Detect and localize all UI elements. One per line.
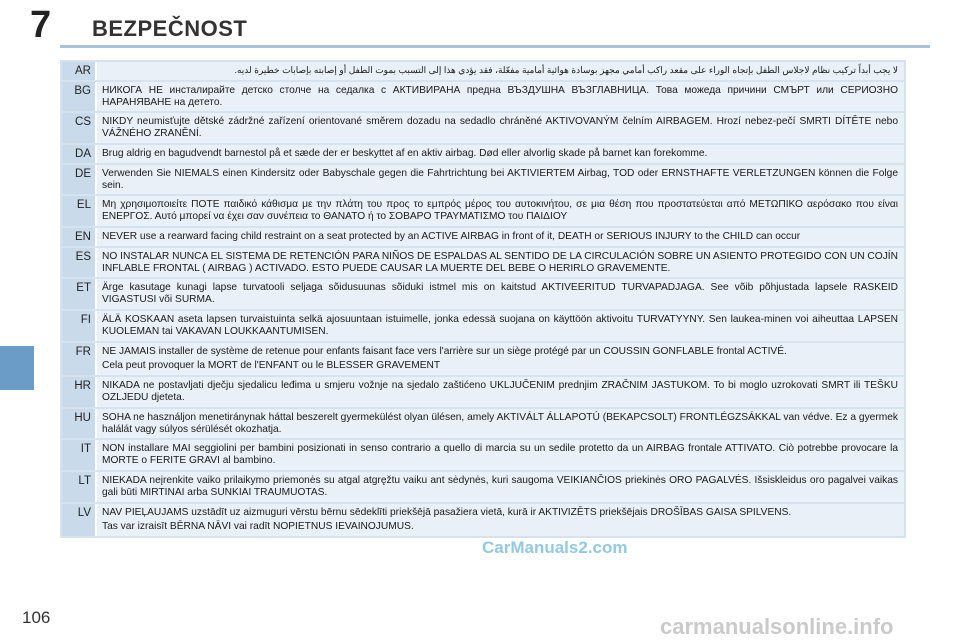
warning-row-da [62, 145, 904, 165]
language-code: LV [62, 504, 95, 537]
warning-paragraph: ÄLÄ KOSKAAN aseta lapsen turvaistuinta selkä ajosuuntaan istuimelle, jonka edessä suojana on käyttöön aktivoitu TURVATYYNY. Sen laukea-minen voi aiheuttaa LAPSEN KUOLEMAN tai VAKAVAN LOUKKAANTUMISEN. [102, 313, 898, 337]
page-number: 106 [22, 608, 51, 627]
warning-row-fr [62, 343, 904, 378]
language-code: EL [62, 196, 95, 226]
warning-text [97, 377, 904, 407]
warning-row-et [62, 279, 904, 311]
warning-row-de [62, 165, 904, 197]
warning-text [97, 145, 904, 163]
warning-text [97, 343, 904, 376]
language-code: FI [62, 311, 95, 341]
warning-paragraph: Ärge kasutage kunagi lapse turvatooli seljaga sõidusuunas sõiduki istmel mis on kaitstud AKTIVEERITUD TURVAPADJAGA. See võib põhjustada lapsele RASKEID VIGASTUSI või SURMA. [102, 282, 898, 306]
airbag-warning-table [60, 60, 906, 538]
warning-text [97, 228, 904, 246]
warning-row-cs [62, 113, 904, 145]
warning-paragraph: NIKADA ne postavljati dječju sjedalicu leđima u smjeru vožnje na sjedalo zaštićeno UKLJUČENIM prednjim ZRAČNIM JASTUKOM. To bi moglo uzrokovati SMRT ili TEŠKU OZLJEDU djeteta. [102, 380, 898, 403]
warning-paragraph: SOHA ne használjon menetiránynak háttal beszerelt gyermekülést olyan ülésen, amely AKTIVÁLT ÁLLAPOTÚ (BEKAPCSOLT) FRONTLÉGZSÁKKAL van védve. Ez a gyermek halálát vagy súlyos sérülését okozhatja. [102, 411, 898, 435]
warning-text [97, 279, 904, 309]
language-code: IT [62, 440, 95, 470]
warning-paragraph: NON installare MAI seggiolini per bambini posizionati in senso contrario a quello di marcia su un sedile protetto da un AIRBAG frontale ATTIVATO. Ciò potrebbe provocare la MORTE o FERITE GRAVI al bambino. [102, 443, 898, 467]
warning-row-es [62, 248, 904, 280]
chapter-side-tab [0, 346, 34, 390]
warning-text [97, 82, 904, 112]
warning-paragraph: NEVER use a rearward facing child restraint on a seat protected by an ACTIVE AIRBAG in front of it, DEATH or SERIOUS INJURY to the CHILD can occur [102, 230, 801, 242]
warning-text [97, 472, 904, 502]
warning-text [97, 196, 904, 226]
warning-text [97, 504, 904, 537]
language-code: ES [62, 248, 95, 278]
warning-paragraph: Tas var izraisīt BĒRNA NĀVI vai radīt NOPIETNUS IEVAINOJUMUS. [102, 521, 414, 533]
watermark-carmanuals2: CarManuals2.com [482, 538, 628, 557]
warning-paragraph: NO INSTALAR NUNCA EL SISTEMA DE RETENCIÓN PARA NIÑOS DE ESPALDAS AL SENTIDO DE LA CIRCULACIÓN SOBRE UN ASIENTO PROTEGIDO CON UN COJÍN INFLABLE FRONTAL ( AIRBAG ) ACTIVADO. ESTO PUEDE CAUSAR LA MUERTE DEL BEBE O HERIRLO GRAVEMENTE. [102, 250, 898, 274]
warning-paragraph: NAV PIEĻAUJAMS uzstādīt uz aizmuguri vērstu bērnu sēdeklīti priekšējā pasažiera vietā, kurā ir AKTIVIZĒTS priekšējais DROŠĪBAS GAISA SPILVENS. [102, 506, 792, 518]
warning-paragraph: Brug aldrig en bagudvendt barnestol på et sæde der er beskyttet af en aktiv airbag. Død eller alvorlig skade på barnet kan forekomme. [102, 147, 708, 159]
language-code: DE [62, 165, 95, 195]
language-code: ET [62, 279, 95, 309]
warning-row-lt [62, 472, 904, 504]
warning-row-hu [62, 409, 904, 441]
language-code: EN [62, 228, 95, 246]
warning-text [97, 440, 904, 470]
warning-text [97, 311, 904, 341]
warning-text [97, 62, 904, 80]
language-code: DA [62, 145, 95, 163]
warning-row-lv [62, 504, 904, 537]
warning-text [97, 409, 904, 439]
warning-row-ar [62, 62, 904, 82]
warning-row-en [62, 228, 904, 248]
warning-row-el [62, 196, 904, 228]
language-code: AR [62, 62, 95, 80]
warning-text [97, 113, 904, 143]
warning-paragraph: NIKDY neumisťujte dětské zádržné zařízení orientované směrem dozadu na sedadlo chráněné AKTIVOVANÝM čelním AIRBAGEM. Hrozí nebez-pečí SMRTI DÍTĚTE nebo VÁŽNÉHO ZRANĚNÍ. [102, 116, 898, 140]
warning-row-it [62, 440, 904, 472]
warning-paragraph: Cela peut provoquer la MORT de l'ENFANT ou le BLESSER GRAVEMENT [102, 360, 441, 372]
warning-row-hr [62, 377, 904, 409]
language-code: HR [62, 377, 95, 407]
language-code: BG [62, 82, 95, 112]
language-code: LT [62, 472, 95, 502]
warning-text [97, 248, 904, 278]
watermark-carmanualsonline: carmanualsonline.info [660, 614, 894, 639]
warning-row-bg [62, 82, 904, 114]
warning-paragraph: NIEKADA neįrenkite vaiko prilaikymo priemonės su atgal atgręžtu vaiku ant sėdynės, kuri saugoma VEIKIANČIOS priekinės ORO PAGALVĖS. Išsiskleidus oro pagalvei vaikas gali būti MIRTINAI arba SUNKIAI TRAUMUOTAS. [102, 474, 898, 498]
warning-paragraph: НИКОГА НЕ инсталирайте детско столче на седалка с АКТИВИРАНА предна ВЪЗДУШНА ВЪЗГЛАВНИЦА. Това можеда причини СМЪРТ или СЕРИОЗНО НАРАНЯВАНЕ на детето. [102, 84, 898, 108]
chapter-number: 7 [30, 4, 52, 46]
warning-paragraph: لا يجب أبداً تركيب نظام لاجلاس الطفل بإتجاه الوراء على مقعد راكب أمامي مجهز بوسادة هوائية أمامية مفعّلة، فقد يؤدي هذا إلى التسبب بموت الطفل أو إصابته بإصابات خطيرة لديه. [234, 65, 898, 75]
chapter-title: BEZPEČNOST [92, 16, 248, 41]
language-code: FR [62, 343, 95, 376]
warning-paragraph: NE JAMAIS installer de système de retenue pour enfants faisant face vers l'arrière sur un siège protégé par un COUSSIN GONFLABLE frontal ACTIVÉ. [102, 345, 787, 357]
header-divider [60, 45, 930, 48]
language-code: CS [62, 113, 95, 143]
warning-paragraph: Verwenden Sie NIEMALS einen Kindersitz oder Babyschale gegen die Fahrtrichtung bei AKTIVIERTEM Airbag, TOD oder ERNSTHAFTE VERLETZUNGEN können die Folge sein. [102, 167, 898, 191]
warning-row-fi [62, 311, 904, 343]
warning-text [97, 165, 904, 195]
language-code: HU [62, 409, 95, 439]
warning-paragraph: Μη χρησιμοποιείτε ΠΟΤΕ παιδικό κάθισμα με την πλάτη του προς το εμπρός μέρος του αυτοκινήτου, σε μια θέση που προστατεύεται από ΜΕΤΩΠΙΚΟ αερόσακο που είναι ΕΝΕΡΓΟΣ. Αυτό μπορεί να έχει σαν συνέπεια το ΘΑΝΑΤΟ ή το ΣΟΒΑΡΟ ΤΡΑΥΜΑΤΙΣΜΟ του ΠΑΙΔΙΟΥ [102, 199, 898, 223]
